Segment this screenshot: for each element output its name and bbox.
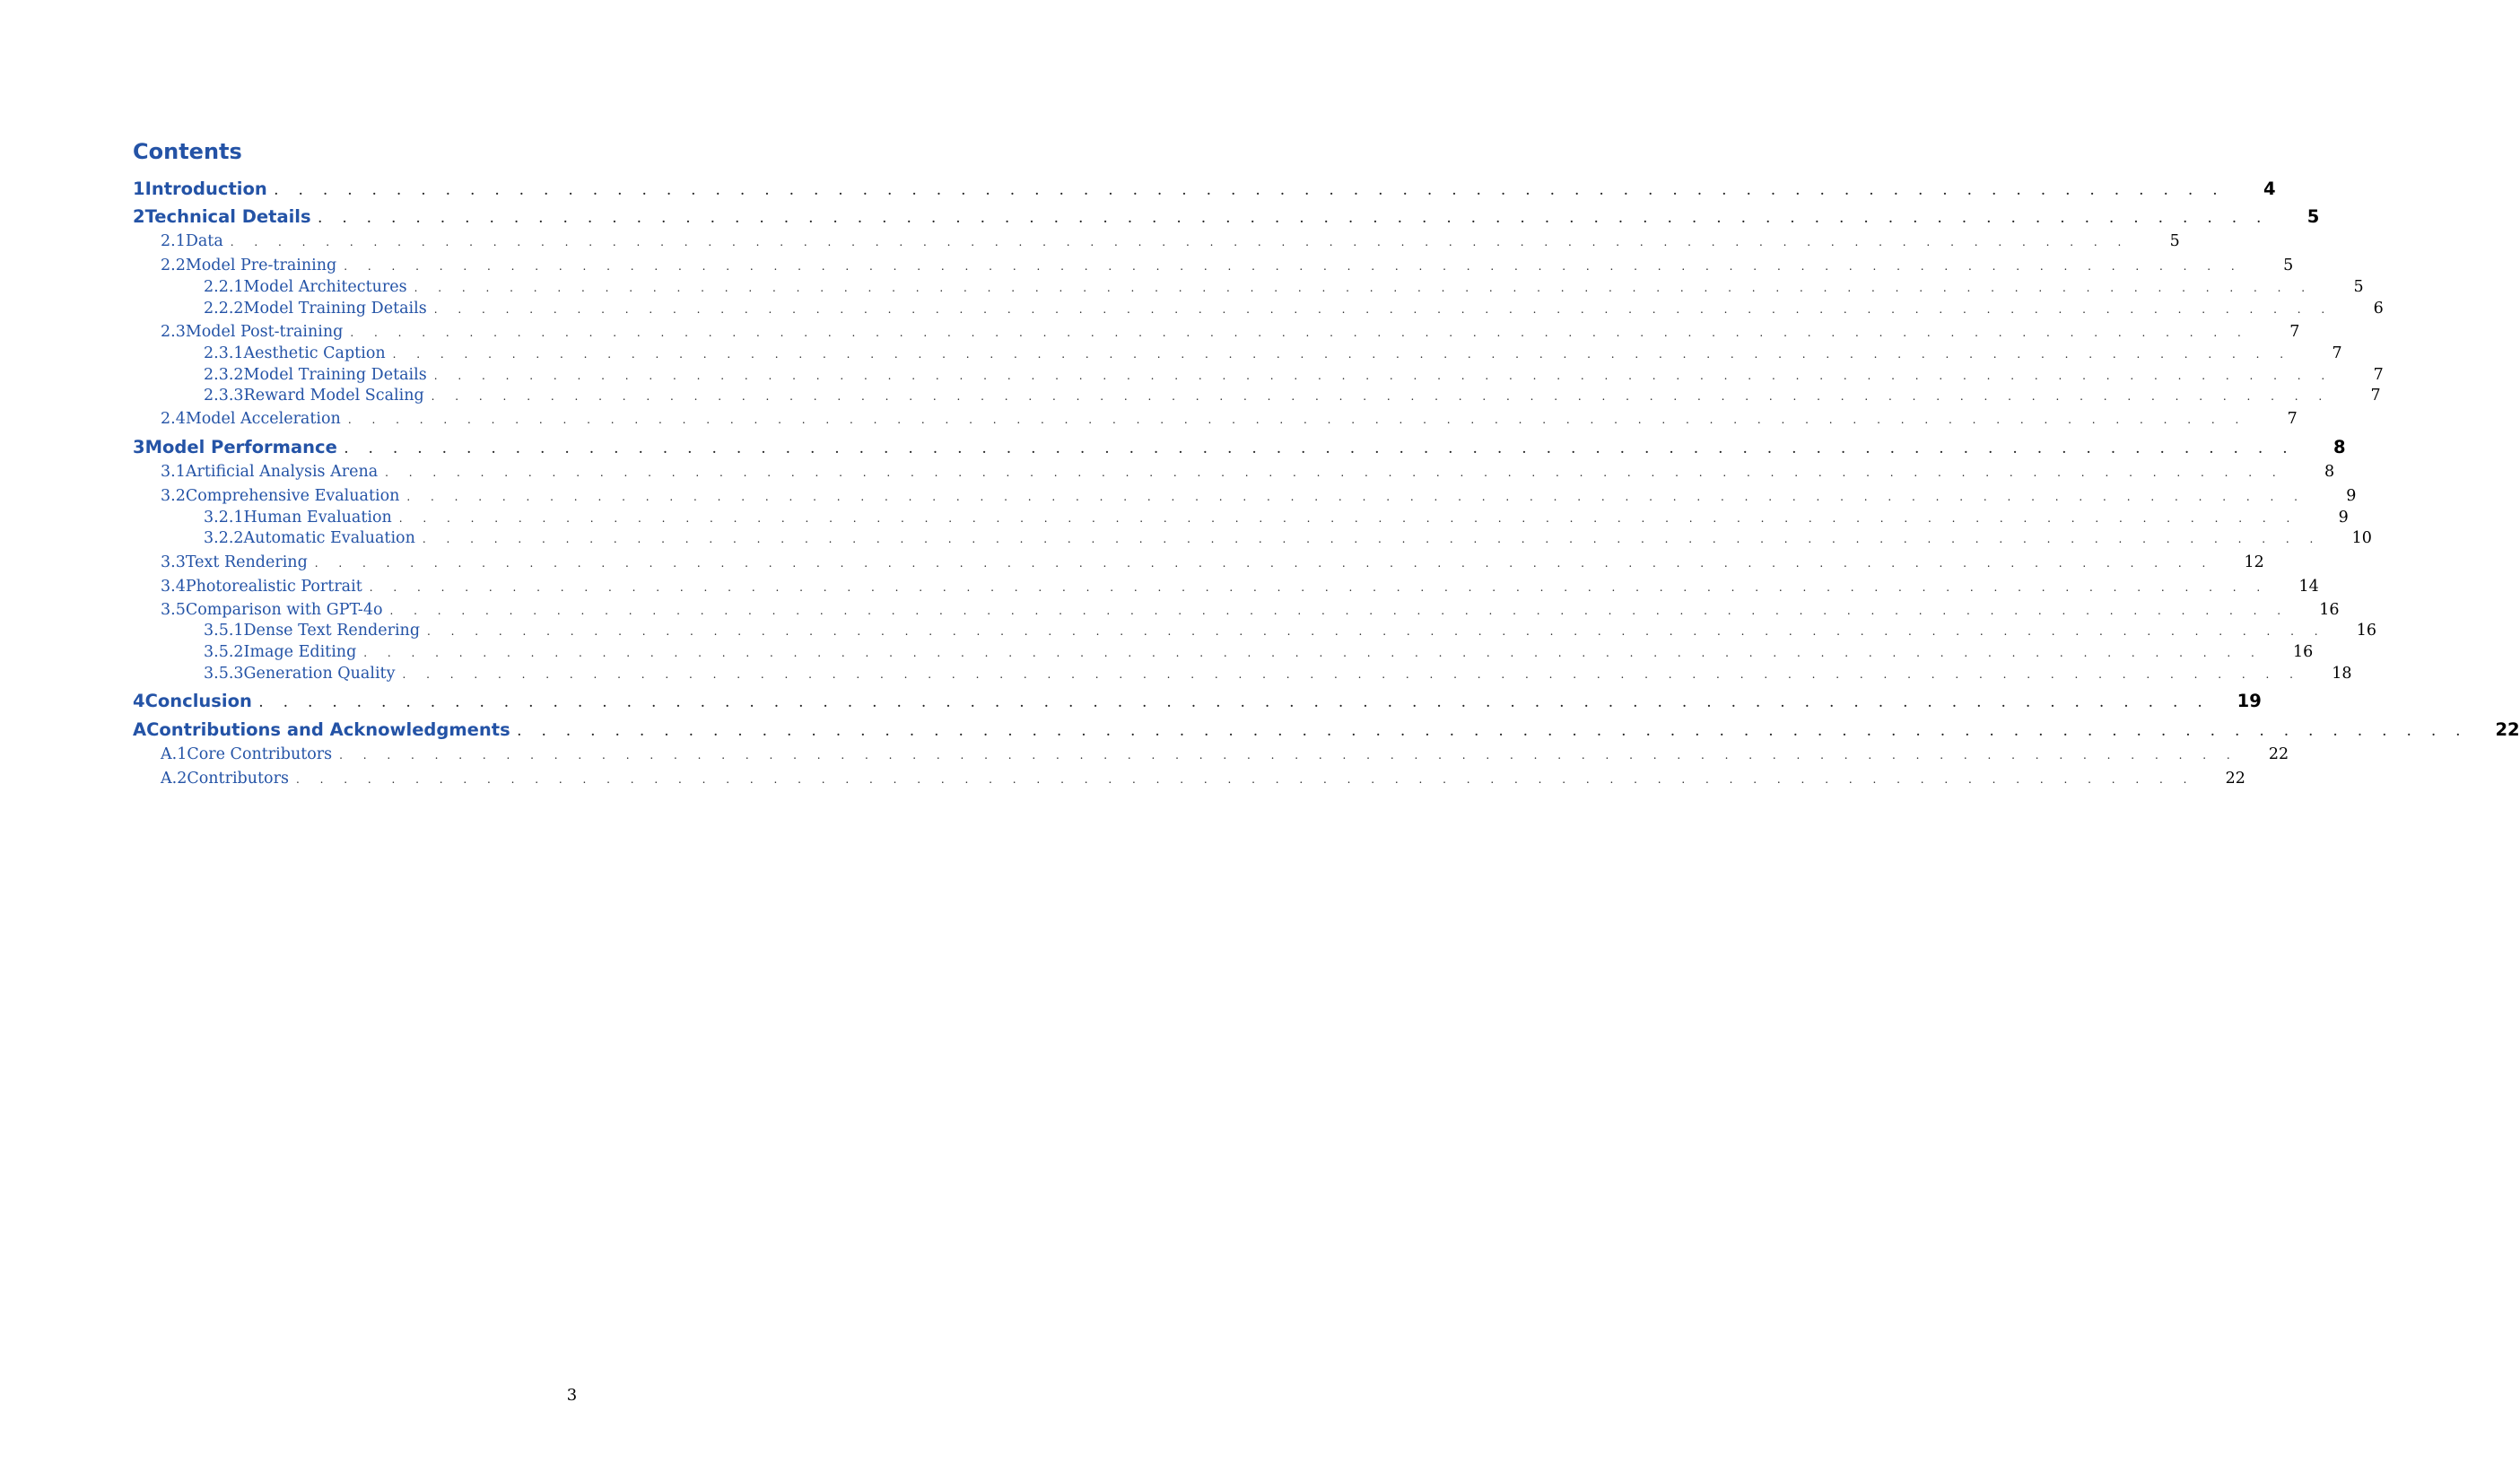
toc-leader-dots: . . . . . . . . . . . . . . . . . . . . . . . . . . . . . . . . . . . . . . . . . . . . . . . . . . . . . . . . . . . . . . . . . . . . . . . . . . . . . . . .: [318, 213, 2270, 225]
toc-entry-number[interactable]: 2.1: [161, 232, 186, 250]
toc-leader-dots: . . . . . . . . . . . . . . . . . . . . . . . . . . . . . . . . . . . . . . . . . . . . . . . . . . . . . . . . . . . . . . . . . . . . . . . . . . . . . . . .: [517, 726, 2469, 738]
toc-entry-page[interactable]: 7: [2370, 387, 2381, 405]
toc-heading: Contents: [133, 139, 242, 164]
toc-leader-dots: . . . . . . . . . . . . . . . . . . . . . . . . . . . . . . . . . . . . . . . . . . . . . . . . . . . . . . . . . . . . . . . . . . . . . . . . . . . . . . . .: [389, 605, 2289, 617]
toc-entry-title-link[interactable]: Generation Quality: [243, 665, 396, 683]
toc-entry-title-link[interactable]: Contributors: [187, 770, 289, 788]
toc-entry-level-3[interactable]: [133, 527, 2372, 550]
toc-leader-dots: . . . . . . . . . . . . . . . . . . . . . . . . . . . . . . . . . . . . . . . . . . . . . . . . . . . . . . . . . . . . . . . . . . . . . . . . . . . . . . . .: [230, 236, 2130, 248]
toc-entry-title-link[interactable]: Aesthetic Caption: [243, 344, 386, 362]
toc-entry-page[interactable]: 16: [2293, 643, 2314, 661]
toc-entry-page[interactable]: 5: [2169, 232, 2180, 250]
toc-entry-title-link[interactable]: Technical Details: [144, 206, 311, 227]
toc-entry-title-link[interactable]: Model Training Details: [243, 300, 427, 318]
toc-entry-page[interactable]: 18: [2332, 665, 2352, 683]
toc-entry-page[interactable]: 16: [2356, 622, 2377, 640]
toc-entry-title-link[interactable]: Image Editing: [243, 643, 357, 661]
toc-entry-number[interactable]: 3: [133, 437, 145, 457]
toc-entry-number[interactable]: 2.2.1: [204, 278, 244, 296]
toc-entry-page[interactable]: 7: [2287, 410, 2298, 428]
toc-entry-number[interactable]: 3.5.1: [204, 622, 244, 640]
toc-leader-dots: . . . . . . . . . . . . . . . . . . . . . . . . . . . . . . . . . . . . . . . . . . . . . . . . . . . . . . . . . . . . . . . . . . . . . . . . . . . . . . . .: [414, 282, 2314, 294]
toc-leader-dots: . . . . . . . . . . . . . . . . . . . . . . . . . . . . . . . . . . . . . . . . . . . . . . . . . . . . . . . . . . . . . . . . . . . . . . . . . . . . . . . .: [402, 668, 2302, 681]
toc-entry-title-link[interactable]: Text Rendering: [185, 553, 308, 571]
toc-entry-level-3[interactable]: [133, 384, 2381, 407]
toc-entry-level-2[interactable]: [133, 551, 2264, 574]
toc-entry-number[interactable]: A: [133, 719, 147, 740]
toc-leader-dots: . . . . . . . . . . . . . . . . . . . . . . . . . . . . . . . . . . . . . . . . . . . . . . . . . . . . . . . . . . . . . . . . . . . . . . . . . . . . . . . .: [392, 348, 2292, 361]
toc-entry-page[interactable]: 4: [2263, 178, 2276, 199]
toc-entry-level-1[interactable]: [133, 690, 2262, 713]
toc-leader-dots: . . . . . . . . . . . . . . . . . . . . . . . . . . . . . . . . . . . . . . . . . . . . . . . . . . . . . . . . . . . . . . . . . . . . . . . . . . . . . . . .: [363, 647, 2263, 659]
toc-entry-title-link[interactable]: Contributions and Acknowledgments: [146, 719, 510, 740]
toc-entry-level-1[interactable]: [133, 718, 2520, 742]
toc-entry-number[interactable]: 2.2.2: [204, 300, 244, 318]
toc-entry-level-2[interactable]: [133, 575, 2319, 598]
toc-entry-page[interactable]: 14: [2298, 578, 2319, 596]
toc-entry-page[interactable]: 7: [2332, 344, 2342, 362]
page-number: 3: [566, 1386, 578, 1405]
toc-entry-level-3[interactable]: [133, 619, 2377, 642]
toc-entry-title-link[interactable]: Model Pre-training: [185, 257, 337, 274]
toc-entry-number[interactable]: A.1: [161, 745, 187, 763]
toc-entry-title-link[interactable]: Model Training Details: [243, 366, 427, 384]
toc-entry-page[interactable]: 5: [2306, 206, 2320, 227]
toc-entry-page[interactable]: 9: [2338, 509, 2349, 527]
toc-entry-number[interactable]: 3.2.2: [204, 529, 244, 547]
toc-entry-title-link[interactable]: Introduction: [144, 178, 267, 199]
toc-entry-level-3[interactable]: [133, 662, 2352, 685]
toc-entry-level-2[interactable]: [133, 460, 2335, 483]
toc-entry-number[interactable]: 3.2: [161, 487, 186, 505]
toc-entry-number[interactable]: 3.3: [161, 553, 186, 571]
toc-entry-level-2[interactable]: [133, 407, 2298, 431]
toc-leader-dots: . . . . . . . . . . . . . . . . . . . . . . . . . . . . . . . . . . . . . . . . . . . . . . . . . . . . . . . . . . . . . . . . . . . . . . . . . . . . . . . .: [258, 697, 2210, 710]
toc-leader-dots: . . . . . . . . . . . . . . . . . . . . . . . . . . . . . . . . . . . . . . . . . . . . . . . . . . . . . . . . . . . . . . . . . . . . . . . . . . . . . . . .: [274, 185, 2226, 197]
toc-entry-number[interactable]: 2.3.1: [204, 344, 244, 362]
toc-entry-page[interactable]: 5: [2283, 257, 2294, 274]
toc-entry-level-3[interactable]: [133, 342, 2342, 365]
toc-entry-level-1[interactable]: [133, 436, 2346, 459]
toc-entry-number[interactable]: A.2: [161, 770, 187, 788]
toc-leader-dots: . . . . . . . . . . . . . . . . . . . . . . . . . . . . . . . . . . . . . . . . . . . . . . . . . . . . . . . . . . . . . . . . . . . . . . . . . . . . . . . .: [314, 557, 2214, 570]
toc-entry-number[interactable]: 2.4: [161, 410, 186, 428]
toc-entry-page[interactable]: 10: [2351, 529, 2372, 547]
toc-leader-dots: . . . . . . . . . . . . . . . . . . . . . . . . . . . . . . . . . . . . . . . . . . . . . . . . . . . . . . . . . . . . . . . . . . . . . . . . . . . . . . . .: [433, 303, 2333, 316]
toc-entry-page[interactable]: 7: [2373, 366, 2384, 384]
toc-entry-level-3[interactable]: [133, 297, 2384, 320]
toc-entry-title-link[interactable]: Model Performance: [144, 437, 337, 457]
toc-leader-dots: . . . . . . . . . . . . . . . . . . . . . . . . . . . . . . . . . . . . . . . . . . . . . . . . . . . . . . . . . . . . . . . . . . . . . . . . . . . . . . . .: [339, 749, 2239, 762]
toc-entry-title-link[interactable]: Comprehensive Evaluation: [185, 487, 400, 505]
toc-entry-title-link[interactable]: Comparison with GPT-4o: [185, 601, 383, 619]
toc-entry-number[interactable]: 2.3.3: [204, 387, 244, 405]
toc-entry-page[interactable]: 22: [2225, 770, 2245, 788]
toc-entry-number[interactable]: 3.2.1: [204, 509, 244, 527]
toc-entry-level-1[interactable]: [133, 205, 2320, 229]
toc-entry-page[interactable]: 9: [2346, 487, 2357, 505]
toc-leader-dots: . . . . . . . . . . . . . . . . . . . . . . . . . . . . . . . . . . . . . . . . . . . . . . . . . . . . . . . . . . . . . . . . . . . . . . . . . . . . . . . .: [295, 773, 2195, 786]
toc-entry-title-link[interactable]: Conclusion: [144, 691, 252, 711]
toc-entry-title-link[interactable]: Photorealistic Portrait: [185, 578, 362, 596]
toc-entry-title-link[interactable]: Dense Text Rendering: [243, 622, 421, 640]
toc-entry-level-2[interactable]: [133, 743, 2289, 766]
toc-entry-level-2[interactable]: [133, 254, 2294, 277]
toc-entry-number[interactable]: 3.5: [161, 601, 186, 619]
toc-entry-title-link[interactable]: Automatic Evaluation: [243, 529, 415, 547]
toc-leader-dots: . . . . . . . . . . . . . . . . . . . . . . . . . . . . . . . . . . . . . . . . . . . . . . . . . . . . . . . . . . . . . . . . . . . . . . . . . . . . . . . .: [385, 466, 2285, 479]
toc-entry-number[interactable]: 4: [133, 691, 145, 711]
toc-entry-level-2[interactable]: [133, 767, 2245, 790]
toc-leader-dots: . . . . . . . . . . . . . . . . . . . . . . . . . . . . . . . . . . . . . . . . . . . . . . . . . . . . . . . . . . . . . . . . . . . . . . . . . . . . . . . .: [344, 443, 2296, 456]
toc-entry-level-2[interactable]: [133, 230, 2180, 253]
toc-entry-number[interactable]: 3.5.2: [204, 643, 244, 661]
toc-entry-page[interactable]: 8: [2324, 463, 2335, 481]
toc-entry-page[interactable]: 19: [2237, 691, 2262, 711]
table-of-contents: [133, 0, 2520, 1480]
toc-leader-dots: . . . . . . . . . . . . . . . . . . . . . . . . . . . . . . . . . . . . . . . . . . . . . . . . . . . . . . . . . . . . . . . . . . . . . . . . . . . . . . . .: [369, 581, 2269, 594]
toc-entry-level-3[interactable]: [133, 275, 2364, 299]
toc-entry-level-1[interactable]: [133, 178, 2276, 201]
toc-leader-dots: . . . . . . . . . . . . . . . . . . . . . . . . . . . . . . . . . . . . . . . . . . . . . . . . . . . . . . . . . . . . . . . . . . . . . . . . . . . . . . . .: [344, 260, 2244, 273]
toc-leader-dots: . . . . . . . . . . . . . . . . . . . . . . . . . . . . . . . . . . . . . . . . . . . . . . . . . . . . . . . . . . . . . . . . . . . . . . . . . . . . . . . .: [406, 491, 2306, 503]
toc-entry-title-link[interactable]: Model Acceleration: [185, 410, 341, 428]
toc-entry-title-link[interactable]: Data: [185, 232, 223, 250]
toc-leader-dots: . . . . . . . . . . . . . . . . . . . . . . . . . . . . . . . . . . . . . . . . . . . . . . . . . . . . . . . . . . . . . . . . . . . . . . . . . . . . . . . .: [422, 533, 2322, 545]
toc-entry-number[interactable]: 3.5.3: [204, 665, 244, 683]
toc-entry-level-2[interactable]: [133, 484, 2357, 508]
toc-leader-dots: . . . . . . . . . . . . . . . . . . . . . . . . . . . . . . . . . . . . . . . . . . . . . . . . . . . . . . . . . . . . . . . . . . . . . . . . . . . . . . . .: [427, 625, 2327, 638]
toc-entry-title-link[interactable]: Human Evaluation: [243, 509, 392, 527]
toc-entry-title-link[interactable]: Artificial Analysis Arena: [185, 463, 379, 481]
toc-entry-level-2[interactable]: [133, 320, 2300, 344]
toc-entry-page[interactable]: 5: [2353, 278, 2364, 296]
toc-entry-level-3[interactable]: [133, 640, 2314, 664]
toc-leader-dots: . . . . . . . . . . . . . . . . . . . . . . . . . . . . . . . . . . . . . . . . . . . . . . . . . . . . . . . . . . . . . . . . . . . . . . . . . . . . . . . .: [350, 326, 2250, 339]
toc-entry-page[interactable]: 6: [2373, 300, 2384, 318]
toc-entry-page[interactable]: 22: [2495, 719, 2520, 740]
toc-entry-title-link[interactable]: Core Contributors: [187, 745, 333, 763]
toc-leader-dots: . . . . . . . . . . . . . . . . . . . . . . . . . . . . . . . . . . . . . . . . . . . . . . . . . . . . . . . . . . . . . . . . . . . . . . . . . . . . . . . .: [347, 414, 2247, 426]
toc-entry-title-link[interactable]: Model Architectures: [243, 278, 407, 296]
toc-leader-dots: . . . . . . . . . . . . . . . . . . . . . . . . . . . . . . . . . . . . . . . . . . . . . . . . . . . . . . . . . . . . . . . . . . . . . . . . . . . . . . . .: [433, 370, 2333, 382]
toc-entry-number[interactable]: 2.2: [161, 257, 186, 274]
toc-entry-title-link[interactable]: Model Post-training: [185, 323, 344, 341]
toc-entry-number[interactable]: 2: [133, 206, 145, 227]
toc-entry-page[interactable]: 16: [2319, 601, 2340, 619]
toc-entry-page[interactable]: 12: [2244, 553, 2264, 571]
toc-entry-page[interactable]: 7: [2289, 323, 2300, 341]
toc-leader-dots: . . . . . . . . . . . . . . . . . . . . . . . . . . . . . . . . . . . . . . . . . . . . . . . . . . . . . . . . . . . . . . . . . . . . . . . . . . . . . . . .: [398, 512, 2298, 525]
toc-leader-dots: . . . . . . . . . . . . . . . . . . . . . . . . . . . . . . . . . . . . . . . . . . . . . . . . . . . . . . . . . . . . . . . . . . . . . . . . . . . . . . . .: [431, 390, 2331, 403]
toc-entry-number[interactable]: 3.4: [161, 578, 186, 596]
toc-entry-title-link[interactable]: Reward Model Scaling: [243, 387, 424, 405]
toc-entry-number[interactable]: 1: [133, 178, 145, 199]
toc-entry-number[interactable]: 2.3.2: [204, 366, 244, 384]
toc-entry-page[interactable]: 22: [2268, 745, 2289, 763]
toc-entry-number[interactable]: 2.3: [161, 323, 186, 341]
toc-entry-page[interactable]: 8: [2333, 437, 2346, 457]
toc-entry-number[interactable]: 3.1: [161, 463, 186, 481]
